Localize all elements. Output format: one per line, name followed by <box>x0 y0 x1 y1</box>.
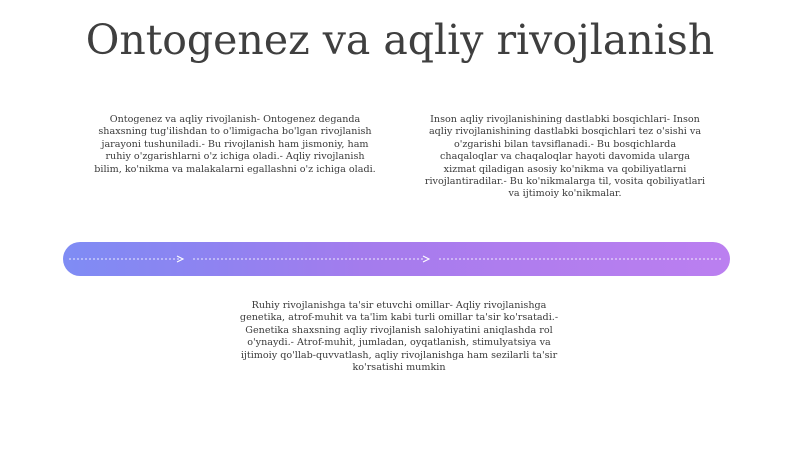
timeline-arrow-icon-2 <box>423 256 429 262</box>
text-block-omillar: Ruhiy rivojlanishga ta'sir etuvchi omillar- Aqliy rivojlanishga genetika, atrof-muhit va ta'lim kabi turli omillar ta'sir ko'rsatadi.- Genetika shaxsning aqliy rivojlanish salohiyatini aniqlashda rol o'ynaydi.- Atrof-muhit, jumladan, oyqatlanish, stimulyatsiya va ijtimoiy qo'llab-quvvatlash, aqliy rivojlanishga ham sezilarli ta'sir ko'rsatishi mumkin <box>239 300 559 374</box>
text-block-ontogenez: Ontogenez va aqliy rivojlanish- Ontogenez deganda shaxsning tug'ilishdan to o'limigacha bo'lgan rivojlanish jarayoni tushuniladi.- Bu rivojlanish ham jismoniy, ham ruhiy o'zgarishlarni o'z ichiga oladi.- Aqliy rivojlanish bilim, ko'nikma va malakalarni egallashni o'z ichiga oladi. <box>94 114 376 175</box>
slide-title: Ontogenez va aqliy rivojlanish <box>85 16 715 64</box>
timeline-arrows <box>63 242 730 276</box>
timeline-bar <box>63 242 730 276</box>
text-block-dastlabki-bosqichlar: Inson aqliy rivojlanishining dastlabki bosqichlari- Inson aqliy rivojlanishining dastlabki bosqichlari tez o'sishi va o'zgarishi bilan tavsiflanadi.- Bu bosqichlarda chaqaloqlar va chaqaloqlar hayoti davomida ularga xizmat qiladigan asosiy ko'nikma va qobiliyatlarni rivojlantiradilar.- Bu ko'nikmalarga til, vosita qobiliyatlari va ijtimoiy ko'nikmalar. <box>424 114 706 200</box>
